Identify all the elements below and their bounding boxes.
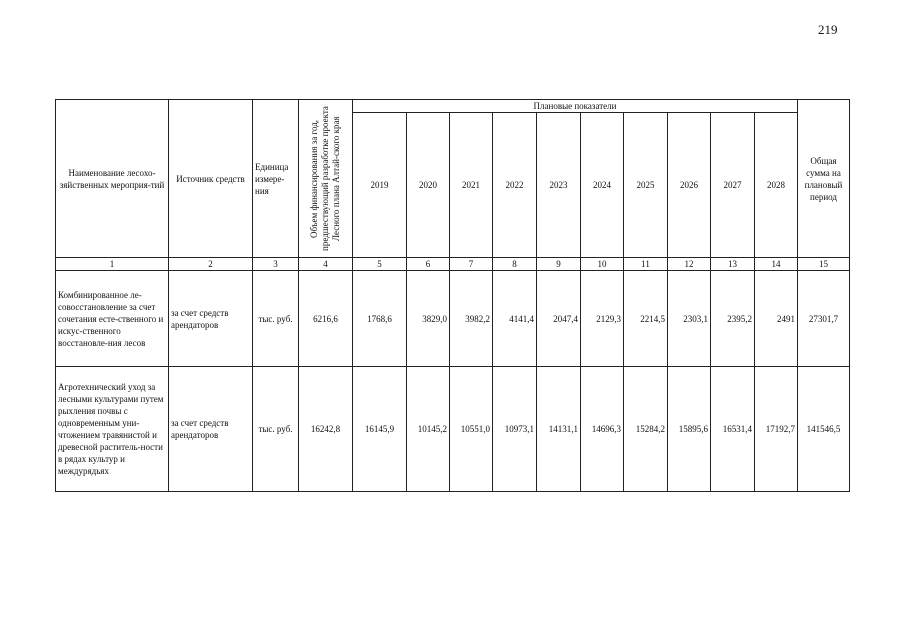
header-funding: Объем финансирования за год, предшествующий разработке проекта Лесного плана Алтай-ского края — [309, 106, 341, 251]
value-2027: 16531,4 — [711, 367, 755, 492]
funding-source: за счет средств арендаторов — [169, 367, 253, 492]
value-2022: 10973,1 — [493, 367, 537, 492]
header-name: Наименование лесохо-зяйственных мероприя-тий — [56, 100, 169, 258]
value-2020: 10145,2 — [407, 367, 450, 492]
prior-funding: 6216,6 — [299, 271, 353, 367]
column-number: 9 — [537, 258, 581, 271]
value-2027: 2395,2 — [711, 271, 755, 367]
table-row — [56, 271, 850, 367]
column-number: 8 — [493, 258, 537, 271]
value-2028: 17192,7 — [755, 367, 798, 492]
table-row — [56, 367, 850, 492]
value-2021: 3982,2 — [450, 271, 493, 367]
value-2024: 14696,3 — [581, 367, 624, 492]
header-year-2021: 2021 — [450, 113, 493, 258]
prior-funding: 16242,8 — [299, 367, 353, 492]
column-number: 3 — [253, 258, 299, 271]
header-planned: Плановые показатели — [353, 100, 798, 113]
value-2025: 15284,2 — [624, 367, 668, 492]
header-year-2025: 2025 — [624, 113, 668, 258]
column-number: 13 — [711, 258, 755, 271]
value-2019: 16145,9 — [353, 367, 407, 492]
measure-name: Комбинированное ле-совосстановление за счет сочетания есте-ственного и искус-ственного восстановле-ния лесов — [56, 271, 169, 367]
header-source: Источник средств — [169, 100, 253, 258]
header-funding-cell — [299, 100, 353, 258]
column-number: 5 — [353, 258, 407, 271]
forestry-measures-table — [55, 99, 850, 492]
column-number: 6 — [407, 258, 450, 271]
column-number: 7 — [450, 258, 493, 271]
funding-source: за счет средств арендаторов — [169, 271, 253, 367]
column-number: 2 — [169, 258, 253, 271]
value-2024: 2129,3 — [581, 271, 624, 367]
header-total: Общая сумма на плановый период — [798, 100, 850, 258]
header-year-2028: 2028 — [755, 113, 798, 258]
value-2026: 2303,1 — [668, 271, 711, 367]
column-number: 11 — [624, 258, 668, 271]
value-2022: 4141,4 — [493, 271, 537, 367]
value-2019: 1768,6 — [353, 271, 407, 367]
header-year-2026: 2026 — [668, 113, 711, 258]
value-2025: 2214,5 — [624, 271, 668, 367]
value-2021: 10551,0 — [450, 367, 493, 492]
header-year-2022: 2022 — [493, 113, 537, 258]
header-year-2019: 2019 — [353, 113, 407, 258]
value-2023: 14131,1 — [537, 367, 581, 492]
total-value: 27301,7 — [798, 271, 850, 367]
header-year-2020: 2020 — [407, 113, 450, 258]
total-value: 141546,5 — [798, 367, 850, 492]
header-year-2024: 2024 — [581, 113, 624, 258]
value-2026: 15895,6 — [668, 367, 711, 492]
measure-name: Агротехнический уход за лесными культурами путем рыхления почвы с одновременным уни-чтожением травянистой и древесной раститель-ности в рядах культур и междурядьях — [56, 367, 169, 492]
value-2020: 3829,0 — [407, 271, 450, 367]
column-number: 14 — [755, 258, 798, 271]
value-2028: 2491 — [755, 271, 798, 367]
header-year-2027: 2027 — [711, 113, 755, 258]
unit-cell: тыс. руб. — [253, 367, 299, 492]
column-number: 4 — [299, 258, 353, 271]
header-unit: Единица измере-ния — [253, 100, 299, 258]
column-number: 12 — [668, 258, 711, 271]
page-number: 219 — [818, 22, 838, 37]
column-number: 1 — [56, 258, 169, 271]
column-number: 10 — [581, 258, 624, 271]
unit-cell: тыс. руб. — [253, 271, 299, 367]
column-number-row — [56, 258, 850, 271]
header-year-2023: 2023 — [537, 113, 581, 258]
value-2023: 2047,4 — [537, 271, 581, 367]
column-number: 15 — [798, 258, 850, 271]
